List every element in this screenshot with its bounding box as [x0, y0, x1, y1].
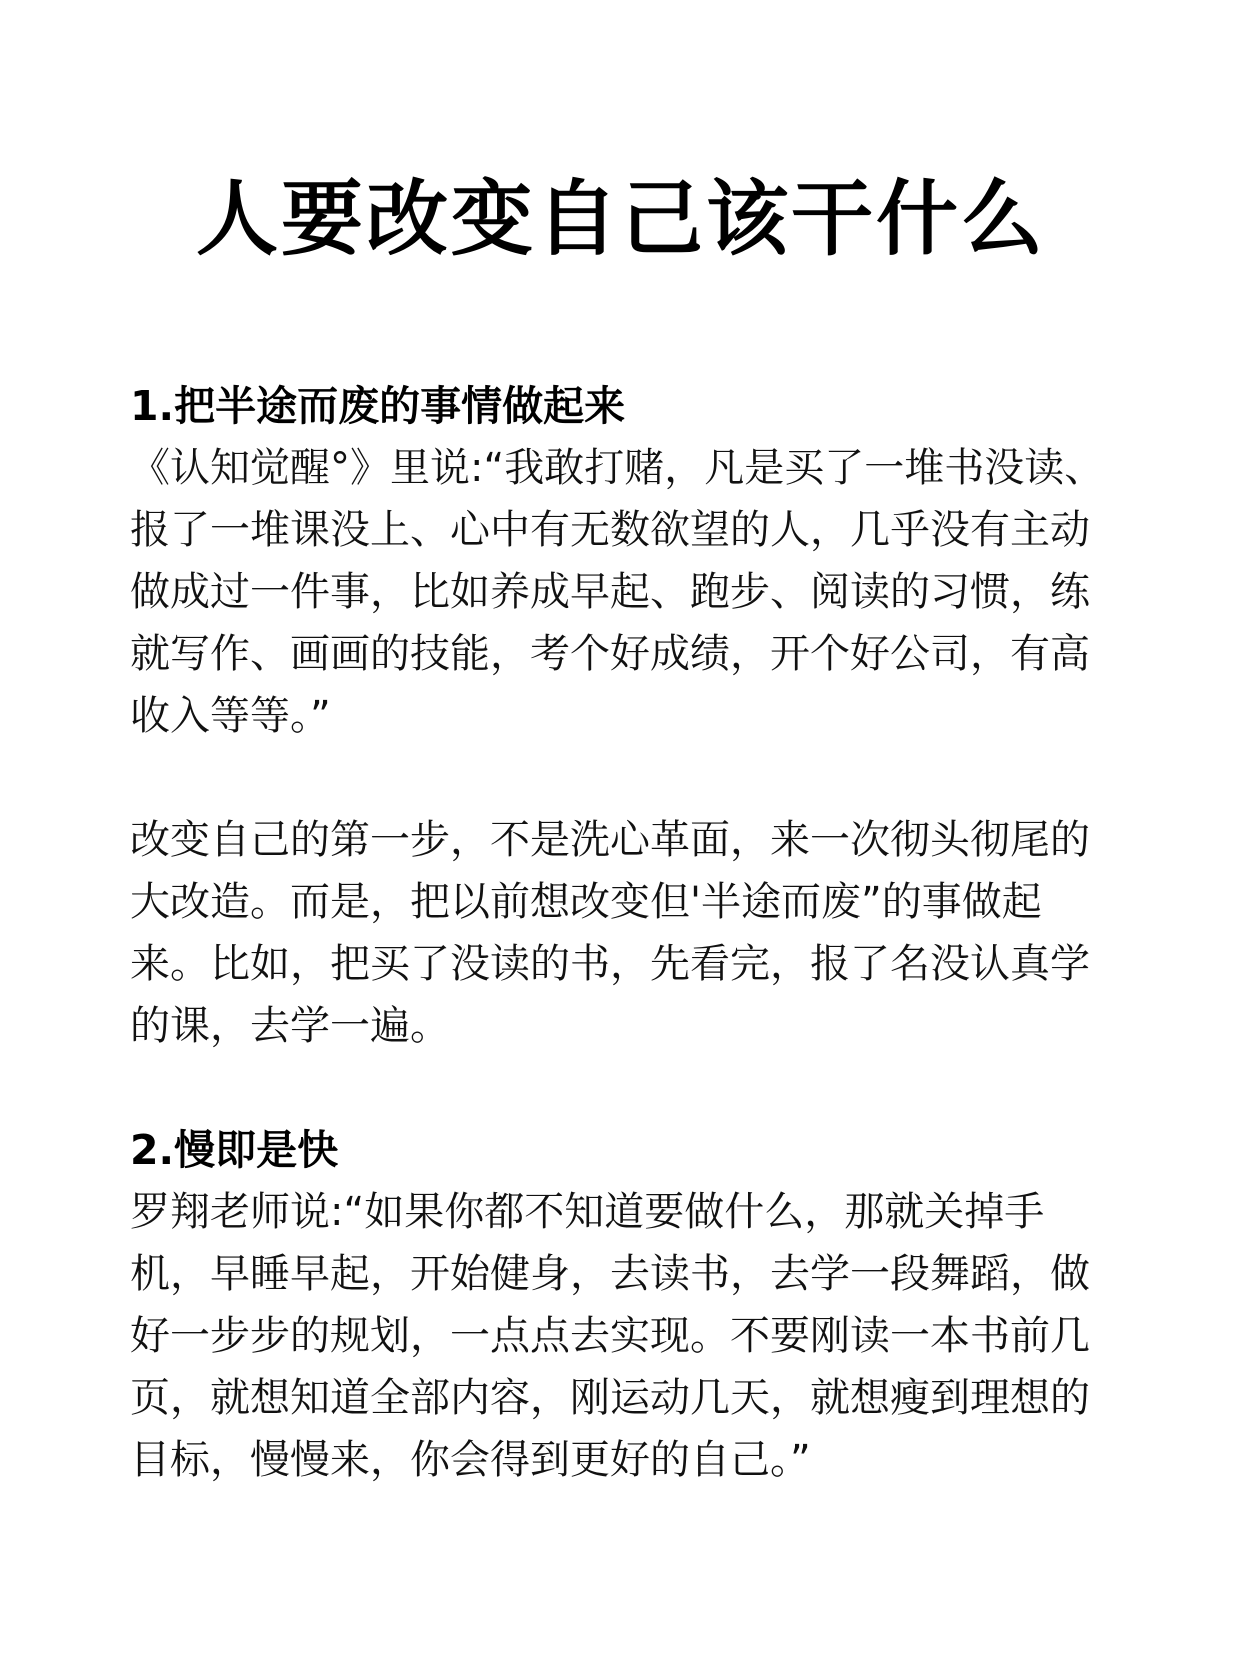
article-body	[130, 375, 1120, 1491]
section-heading: 2.慢即是快	[130, 1126, 339, 1174]
section-heading: 1.把半途而废的事情做起来	[130, 382, 626, 430]
section-2	[130, 1119, 1120, 1491]
paragraph: 《认知觉醒°》里说:“我敢打赌，凡是买了一堆书没读、报了一堆课没上、心中有无数欲望的人，几乎没有主动做成过一件事，比如养成早起、跑步、阅读的习惯，练就写作、画画的技能，考个好成绩，开个好公司，有高收入等等。”	[130, 445, 1105, 739]
section-gap	[130, 1057, 1120, 1119]
paragraph: 罗翔老师说:“如果你都不知道要做什么，那就关掉手机，早睡早起，开始健身，去读书，去学一段舞蹈，做好一步步的规划，一点点去实现。不要刚读一本书前几页，就想知道全部内容，刚运动几天，就想瘦到理想的目标，慢慢来，你会得到更好的自己。”	[130, 1189, 1090, 1483]
paragraph: 改变自己的第一步，不是洗心革面，来一次彻头彻尾的大改造。而是，把以前想改变但'半途而废”的事做起来。比如，把买了没读的书，先看完，报了名没认真学的课，去学一遍。	[130, 817, 1090, 1049]
paragraph-gap	[130, 747, 1120, 809]
page-title: 人要改变自己该干什么	[195, 172, 1046, 267]
section-1	[130, 375, 1120, 1057]
